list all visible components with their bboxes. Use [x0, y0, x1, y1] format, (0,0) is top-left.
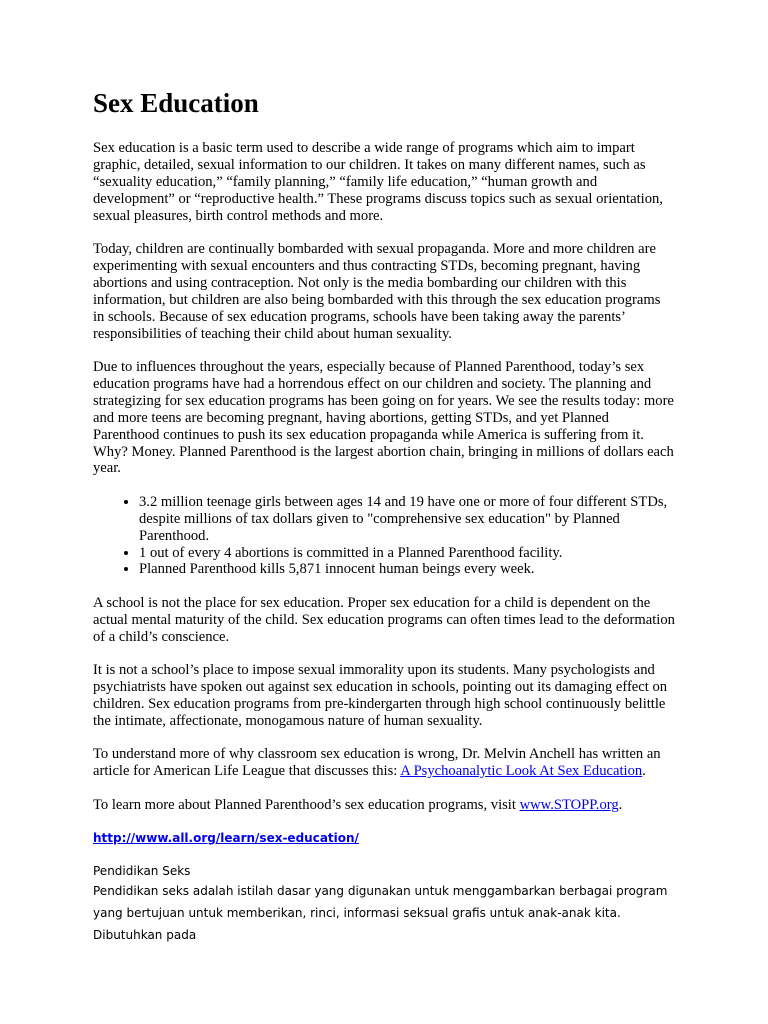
psychoanalytic-article-link[interactable]: A Psychoanalytic Look At Sex Education — [400, 763, 643, 780]
paragraph-anchell-end: . — [642, 763, 646, 780]
indonesian-heading: Pendidikan Seks — [93, 863, 191, 878]
paragraph-school-place: A school is not the place for sex education. Proper sex education for a child is dependent on the actual mental maturity of the child. Sex education programs can often times lead to the deformation of a child’s conscience. — [93, 594, 675, 645]
paragraph-definition: Sex education is a basic term used to describe a wide range of programs which aim to impart graphic, detailed, sexual information to our children. It takes on many different names, such as “sexuality education,” “family planning,” “family life education,” “human growth and development” or “reproductive health.” These programs discuss topics such as sexual orientation, sexual pleasures, birth control methods and more. — [93, 140, 663, 224]
source-url-link[interactable]: http://www.all.org/learn/sex-education/ — [93, 830, 359, 845]
statistics-list — [93, 494, 675, 579]
list-item: • Planned Parenthood kills 5,871 innocent human beings every week. — [139, 561, 675, 578]
paragraph-anchell — [93, 746, 675, 780]
paragraph-immorality: It is not a school’s place to impose sexual immorality upon its students. Many psychologists and psychiatrists have spoken out against sex education in schools, pointing out its damaging effect on children. Sex education programs from pre-kindergarten through high school continuously belittle the intimate, affectionate, monogamous nature of human sexuality. — [93, 662, 668, 729]
paragraph-anchell-text: To understand more of why classroom sex education is wrong, Dr. Melvin Anchell has written an article for American Life League that discusses this: — [93, 746, 661, 780]
paragraph-stopp-text: To learn more about Planned Parenthood’s sex education programs, visit — [93, 796, 520, 813]
paragraph-influences: Due to influences throughout the years, especially because of Planned Parenthood, today’s sex education programs have had a horrendous effect on our children and society. The planning and strategizing for sex education programs has been going on for years. We see the results today: more and more teens are becoming pregnant, having abortions, getting STDs, and yet Planned Parenthood continues to push its sex education propaganda while America is suffering from it. Why? Money. Planned Parenthood is the largest abortion chain, bringing in millions of dollars each year. — [93, 358, 674, 477]
paragraph-stopp — [93, 797, 675, 814]
list-item: • 3.2 million teenage girls between ages 14 and 19 have one or more of four different STDs, despite millions of tax dollars given to "comprehensive sex education" by Planned Parenthood. — [139, 494, 675, 545]
indonesian-paragraph: Pendidikan seks adalah istilah dasar yang digunakan untuk menggambarkan berbagai program yang bertujuan untuk memberikan, rinci, informasi seksual grafis untuk anak-anak kita. Dibutuhkan pada — [93, 883, 668, 942]
list-item: • 1 out of every 4 abortions is committed in a Planned Parenthood facility. — [139, 545, 675, 562]
page-title: Sex Education — [93, 88, 259, 118]
document-page — [93, 86, 675, 946]
paragraph-stopp-end: . — [618, 796, 623, 813]
paragraph-propaganda: Today, children are continually bombarded with sexual propaganda. More and more children are experimenting with sexual encounters and thus contracting STDs, becoming pregnant, having abortions and using contraception. Not only is the media bombarding our children with this information, but children are also being bombarded with this through the sex education programs in schools. Because of sex education programs, schools have been taking away the parents’ responsibilities of teaching their child about human sexuality. — [93, 241, 661, 342]
stopp-link[interactable]: www.STOPP.org — [519, 796, 619, 813]
